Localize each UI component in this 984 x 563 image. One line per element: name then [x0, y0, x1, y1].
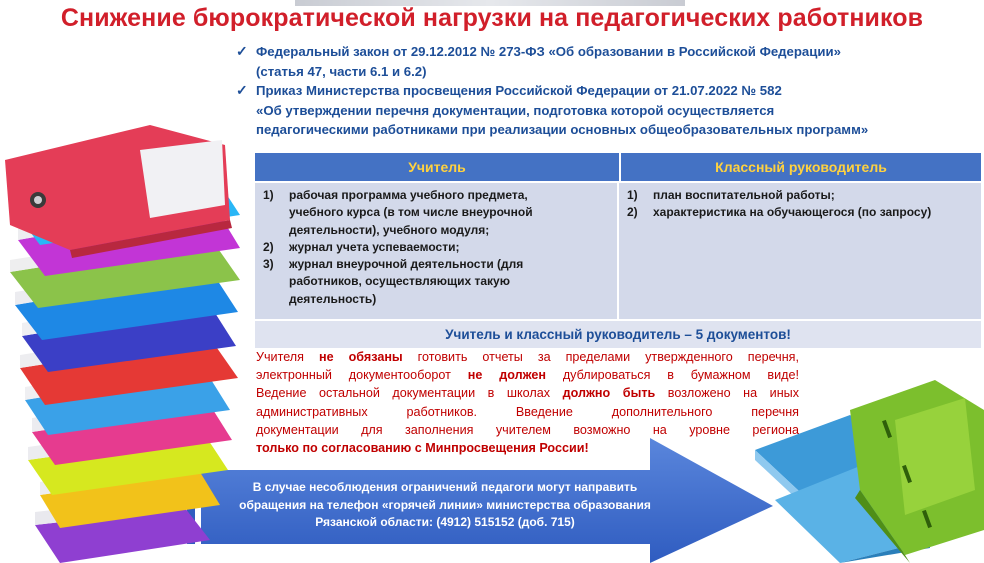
hotline-line: В случае несоблюдения ограничений педагоги могут направить	[252, 480, 638, 494]
item-text: журнал внеурочной деятельности (для	[289, 257, 524, 272]
notice-text: Ведение остальной документации в школах	[256, 386, 563, 401]
notice-emphasis: должно быть	[562, 386, 656, 401]
hotline-line: Рязанской области: (4912) 515152 (доб. 715)	[315, 515, 575, 529]
notice-line	[256, 348, 799, 366]
item-text: план воспитательной работы;	[653, 188, 835, 202]
item-text: учебного курса (в том числе внеурочной	[289, 205, 533, 220]
notice-line: документации для заполнения учителем возможно на уровне региона	[256, 422, 799, 437]
table-summary: Учитель и классный руководитель – 5 документов!	[255, 319, 981, 348]
list-item	[627, 204, 973, 221]
list-item	[263, 187, 609, 239]
notice-text: электронный документооборот	[256, 368, 468, 383]
notice-emphasis: не обязаны	[318, 350, 403, 364]
legal-line: (статья 47, части 6.1 и 6.2)	[256, 63, 427, 79]
legal-line: педагогическими работниками при реализации основных общеобразовательных программ»	[256, 122, 869, 137]
hotline-text	[205, 479, 685, 532]
check-icon: ✓	[236, 82, 248, 98]
item-text: характеристика на обучающегося (по запросу)	[653, 205, 932, 220]
notice-line: административных работников. Введение дополнительного перечня	[256, 404, 799, 419]
item-text: рабочая программа учебного предмета,	[289, 188, 528, 202]
binder-stack	[5, 125, 240, 563]
check-icon: ✓	[236, 43, 248, 59]
item-text: деятельности), учебного модуля;	[289, 222, 490, 237]
folders-group	[755, 380, 984, 563]
notice-emphasis: только по согласованию с Минпросвещения России!	[256, 441, 589, 456]
notice-text: готовить отчеты за пределами утвержденного перечня,	[402, 350, 799, 364]
item-number: 2)	[263, 239, 274, 254]
legal-line: Приказ Министерства просвещения Российской Федерации от 21.07.2022 № 582	[256, 83, 782, 98]
notice-text: дублироваться в бумажном виде!	[545, 368, 800, 383]
list-item	[627, 187, 973, 204]
item-text: журнал учета успеваемости;	[289, 239, 460, 254]
header-teacher: Учитель	[255, 153, 621, 181]
notice-line	[256, 384, 799, 402]
notice-text: Учителя	[256, 350, 319, 364]
documents-table	[255, 153, 981, 346]
legal-line: «Об утверждении перечня документации, подготовка которой осуществляется	[256, 102, 775, 118]
item-number: 2)	[627, 205, 638, 220]
hotline-line: обращения на телефон «горячей линии» министерства образования	[239, 497, 651, 512]
legal-basis-list	[236, 42, 982, 140]
list-item	[263, 256, 609, 308]
item-text: деятельность)	[289, 291, 377, 306]
notice-emphasis: не должен	[467, 368, 546, 383]
legal-item-order	[236, 81, 982, 140]
table-header-row	[255, 153, 981, 181]
legal-item-law	[236, 42, 982, 81]
legal-line: Федеральный закон от 29.12.2012 № 273-ФЗ «Об образовании в Российской Федерации»	[256, 44, 841, 59]
item-number: 1)	[263, 188, 274, 202]
item-number: 3)	[263, 257, 274, 272]
teacher-docs-cell	[255, 183, 619, 319]
header-class-teacher: Классный руководитель	[621, 153, 981, 181]
list-item	[263, 239, 609, 256]
class-teacher-docs-cell	[619, 183, 981, 319]
notice-text: возложено на иных	[655, 386, 799, 401]
page-title: Снижение бюрократической нагрузки на педагогических работников	[60, 4, 924, 32]
binder-stack-illustration	[0, 100, 250, 563]
table-row	[255, 181, 981, 319]
notice-line	[256, 366, 799, 384]
item-text: работников, осуществляющих такую	[289, 274, 510, 289]
folders-illustration	[755, 380, 984, 563]
item-number: 1)	[627, 188, 638, 202]
